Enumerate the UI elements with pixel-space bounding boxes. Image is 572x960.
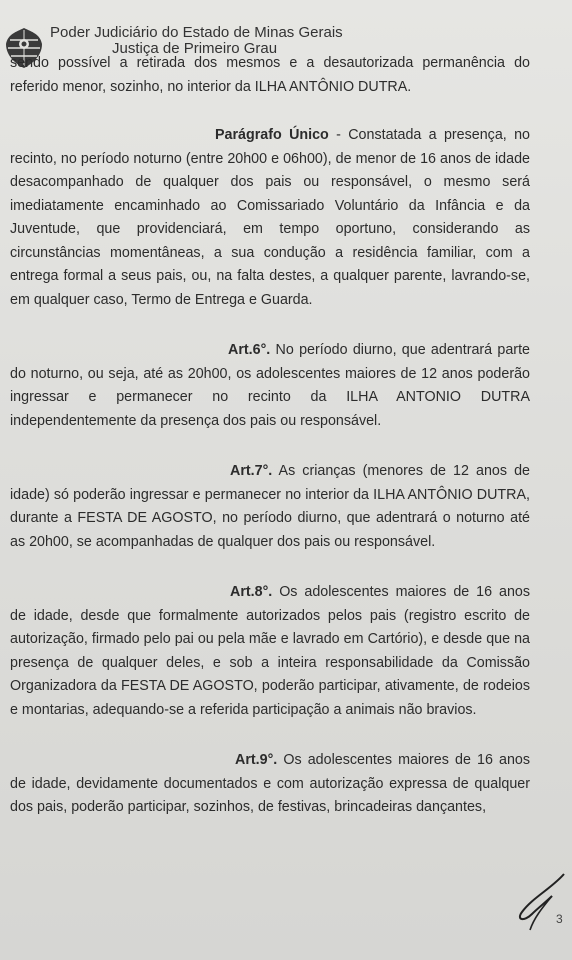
header-court: Justiça de Primeiro Grau bbox=[112, 40, 278, 57]
article-7-text: As crianças (menores de 12 anos de idade) só poderão ingressar e permanecer no interior da ILHA ANTÔNIO DUTRA, durante a FESTA DE AGOSTO, no período diurno, que adentrará o noturno até as 20h00, se acompanhadas de qualquer dos pais ou responsável. bbox=[10, 463, 530, 550]
article-9-label: Art.9°. bbox=[235, 752, 278, 768]
article-8-text: Os adolescentes maiores de 16 anos de idade, desde que formalmente autorizados pelos pais (registro escrito de autorização, firmado pelo pai ou pela mãe e lavrado em Cartório), e desde que na presença de qualquer deles, e sob a inteira responsabilidade da Comissão Organizadora da FESTA DE AGOSTO, poderão participar, ativamente, de rodeios e montarias, adequando-se a referida participação a animais não bravios. bbox=[10, 584, 530, 718]
paragrafo-unico-text: - Constatada a presença, no recinto, no período noturno (entre 20h00 e 06h00), de menor de 16 anos de idade desacompanhado de qualquer dos pais ou responsável, o mesmo será imediatamente encaminhado ao Comissariado Voluntário da Infância e da Juventude, que providenciará, em tempo oportuno, considerando as circunstâncias momentâneas, a sua condução a residência familiar, com a entrega formal a seus pais, ou, na falta destes, a qualquer parente, lavrando-se, em qualquer caso, Termo de Entrega e Guarda. bbox=[10, 127, 530, 308]
article-9-text: Os adolescentes maiores de 16 anos de idade, devidamente documentados e com autorização expressa de qualquer dos pais, poderão participar, sozinhos, de festivas, brincadeiras dançantes, bbox=[10, 752, 530, 815]
article-6 bbox=[10, 339, 530, 433]
signature-mark bbox=[502, 868, 572, 948]
article-6-text: No período diurno, que adentrará parte do noturno, ou seja, até as 20h00, os adolescentes maiores de 12 anos poderão ingressar e permanecer no recinto da ILHA ANTONIO DUTRA independentemente da presença dos pais ou responsável. bbox=[10, 342, 530, 429]
article-9 bbox=[10, 749, 530, 820]
paragrafo-unico-label: Parágrafo Único bbox=[215, 127, 329, 143]
header-institution: Poder Judiciário do Estado de Minas Gerais bbox=[50, 24, 343, 41]
continuation-paragraph: sendo possível a retirada dos mesmos e a desautorizada permanência do referido menor, sozinho, no interior da ILHA ANTÔNIO DUTRA. bbox=[10, 55, 530, 95]
page-number: 3 bbox=[556, 912, 563, 926]
article-8 bbox=[10, 581, 530, 722]
article-7-label: Art.7°. bbox=[230, 463, 273, 479]
article-8-label: Art.8°. bbox=[230, 584, 273, 600]
paragrafo-unico bbox=[10, 124, 530, 312]
document-body bbox=[10, 52, 530, 847]
article-7 bbox=[10, 460, 530, 554]
article-6-label: Art.6°. bbox=[228, 342, 271, 358]
